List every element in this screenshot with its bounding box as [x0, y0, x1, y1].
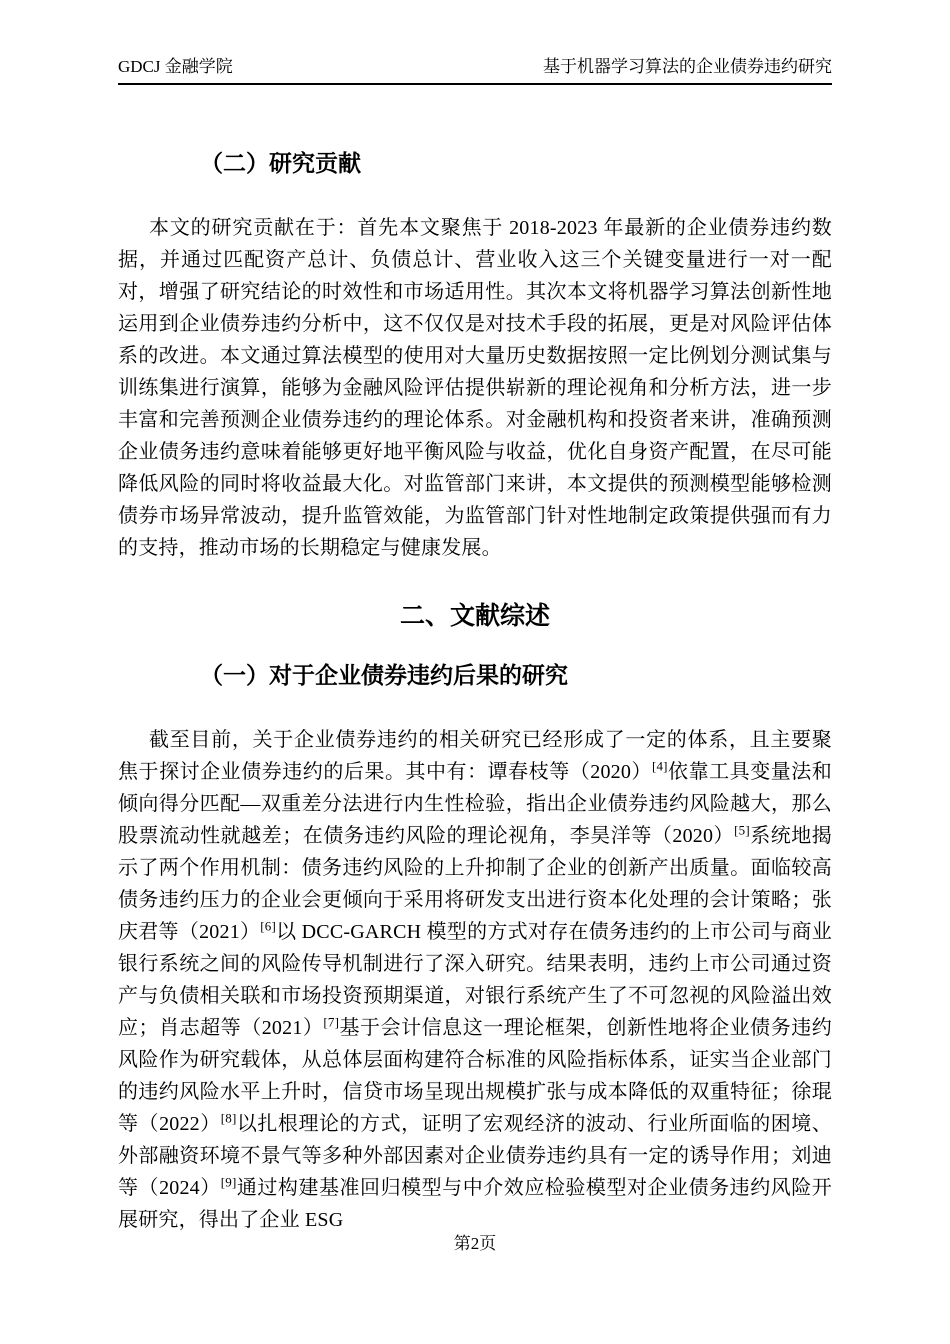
paragraph-default-consequences: 截至目前，关于企业债券违约的相关研究已经形成了一定的体系，且主要聚焦于探讨企业债券违约的后果。其中有：谭春枝等（2020）[4]依靠工具变量法和倾向得分匹配—双重差分法进行内生性检验，指出企业债券违约风险越大，那么股票流动性就越差；在债务违约风险的理论视角，李昊洋等（2020）[5]系统地揭示了两个作用机制：债务违约风险的上升抑制了企业的创新产出质量。面临较高债务违约压力的企业会更倾向于采用将研发支出进行资本化处理的会计策略；张庆君等（2021）[6]以 DCC-GARCH 模型的方式对存在债务违约的上市公司与商业银行系统之间的风险传导机制进行了深入研究。结果表明，违约上市公司通过资产与负债相关联和市场投资预期渠道，对银行系统产生了不可忽视的风险溢出效应；肖志超等（2021）[7]基于会计信息这一理论框架，创新性地将企业债务违约风险作为研究载体，从总体层面构建符合标准的风险指标体系，证实当企业部门的违约风险水平上升时，信贷市场呈现出规模扩张与成本降低的双重特征；徐琨等（2022）[8]以扎根理论的方式，证明了宏观经济的波动、行业所面临的困境、外部融资环境不景气等多种外部因素对企业债券违约具有一定的诱导作用；刘迪等（2024）[9]通过构建基准回归模型与中介效应检验模型对企业债务违约风险开展研究，得出了企业 ESG	[118, 729, 832, 1231]
page-footer	[118, 1232, 832, 1256]
chapter-heading-literature-review: 二、文献综述	[399, 602, 550, 630]
citation-reference: [9]	[220, 1174, 237, 1190]
section-heading-default-consequences: （一）对于企业债券违约后果的研究	[200, 662, 568, 688]
citation-reference: [5]	[734, 822, 750, 838]
citation-reference: [7]	[323, 1014, 340, 1030]
page-header	[118, 56, 832, 85]
citation-reference: [6]	[260, 918, 277, 934]
section-heading-research-contribution: （二）研究贡献	[200, 150, 361, 176]
citation-reference: [4]	[651, 758, 668, 774]
page-number: 第2页	[453, 1234, 497, 1253]
header-paper-title: 基于机器学习算法的企业债券违约研究	[543, 57, 832, 76]
paragraph-research-contribution: 本文的研究贡献在于：首先本文聚焦于 2018-2023 年最新的企业债券违约数据，并通过匹配资产总计、负债总计、营业收入这三个关键变量进行一对一配对，增强了研究结论的时效性和市场适用性。其次本文将机器学习算法创新性地运用到企业债券违约分析中，这不仅仅是对技术手段的拓展，更是对风险评估体系的改进。本文通过算法模型的使用对大量历史数据按照一定比例划分测试集与训练集进行演算，能够为金融风险评估提供崭新的理论视角和分析方法，进一步丰富和完善预测企业债券违约的理论体系。对金融机构和投资者来讲，准确预测企业债务违约意味着能够更好地平衡风险与收益，优化自身资产配置，在尽可能降低风险的同时将收益最大化。对监管部门来讲，本文提供的预测模型能够检测债券市场异常波动，提升监管效能，为监管部门针对性地制定政策提供强而有力的支持，推动市场的长期稳定与健康发展。	[118, 217, 832, 559]
citation-reference: [8]	[220, 1110, 237, 1126]
header-school-name: GDCJ 金融学院	[118, 57, 233, 76]
